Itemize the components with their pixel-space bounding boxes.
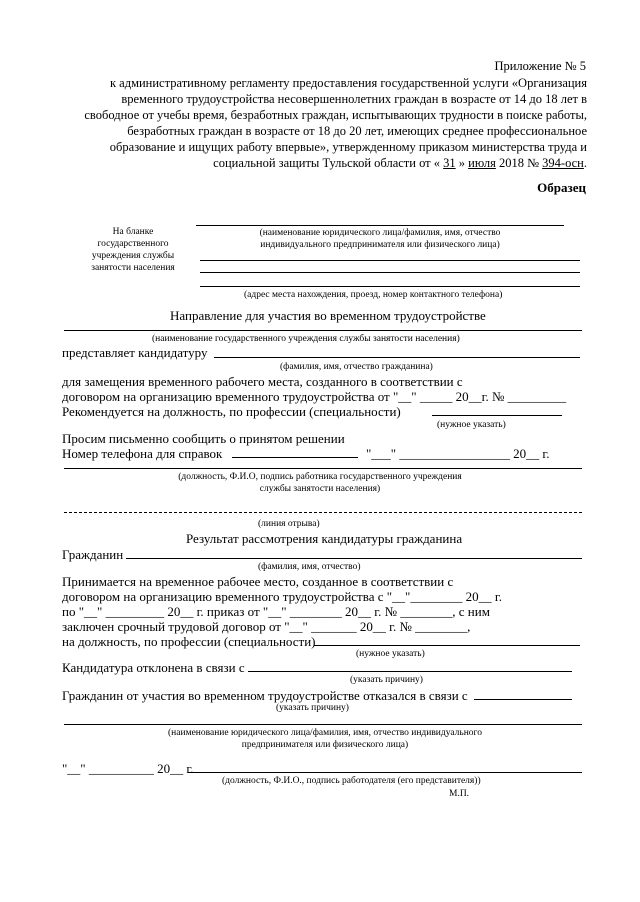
cut-label: (линия отрыва) <box>258 519 320 529</box>
rejected-hint: (указать причину) <box>350 675 423 685</box>
direction-title: Направление для участия во временном трудоустройстве <box>170 308 486 323</box>
header-line: свободное от учебы время, безработных граждан, испытывающих трудности в поиске работы, <box>84 108 587 122</box>
header-line: образование и ищущих работу впервые», утвержденному приказом министерства труда и <box>109 140 587 154</box>
signature-hint: (должность, Ф.И.О, подпись работника государственного учреждения службы занятости населения) <box>178 472 462 494</box>
seal-label: М.П. <box>449 789 470 799</box>
employer-org-line <box>64 724 582 725</box>
citizen-line <box>126 558 582 559</box>
result-position-label: на должность, по профессии (специальности) <box>62 634 316 649</box>
cut-line <box>64 512 582 513</box>
phone-date: "___" _________________ 20__ г. <box>366 446 550 461</box>
needed-hint: (нужное указать) <box>437 420 506 430</box>
appendix-title: Приложение № 5 <box>494 59 586 73</box>
header-line-last: социальной защиты Тульской области от « 31 » июля 2018 № 394-осн. <box>213 156 587 170</box>
refused-line <box>474 699 572 700</box>
org-name-line <box>196 225 564 226</box>
result-text: заключен срочный трудовой договор от "__" _______ 20__ г. № ________, <box>62 619 471 634</box>
candidate-line <box>214 357 580 358</box>
order-number: 394-осн <box>542 156 584 170</box>
signature-line <box>64 468 582 469</box>
result-title: Результат рассмотрения кандидатуры гражданина <box>186 531 463 546</box>
result-text: договором на организацию временного трудоустройства с "__"________ 20__ г. <box>62 589 502 604</box>
rejected-line <box>248 671 572 672</box>
please-text: Просим письменно сообщить о принятом решении <box>62 431 345 446</box>
direction-text: для замещения временного рабочего места, созданного в соответствии с <box>62 374 463 389</box>
order-day: 31 <box>443 156 456 170</box>
blank-line <box>200 260 580 261</box>
result-date: "__" __________ 20__ г. <box>62 761 194 776</box>
result-position-line <box>314 645 580 646</box>
order-month: июля <box>468 156 496 170</box>
citizen-label: Гражданин <box>62 547 124 562</box>
blank-left-text: На бланке государственного учреждения службы занятости населения <box>91 227 175 273</box>
represents-label: представляет кандидатуру <box>62 345 208 360</box>
header-line: безработных граждан в возрасте от 18 до 20 лет, имеющих среднее профессиональное <box>127 124 587 138</box>
address-hint: (адрес места нахождения, проезд, номер контактного телефона) <box>244 290 503 300</box>
position-line <box>432 415 562 416</box>
recommended-label: Рекомендуется на должность, по профессии (специальности) <box>62 404 401 419</box>
phone-label: Номер телефона для справок <box>62 446 223 461</box>
direction-text: договором на организацию временного трудоустройства от "__" _____ 20__г. № _________ <box>62 389 567 404</box>
citizen-hint: (фамилия, имя, отчество) <box>258 562 361 572</box>
org-name-hint: (наименование юридического лица/фамилия, имя, отчество индивидуального предпринимателя или физического лица) <box>259 228 501 250</box>
result-needed-hint: (нужное указать) <box>356 649 425 659</box>
refused-hint: (указать причину) <box>276 703 349 713</box>
result-text: по "__" _________ 20__ г. приказ от "__" ________ 20__ г. № ________, с ним <box>62 604 490 619</box>
blank-line <box>200 272 580 273</box>
sample-label: Образец <box>537 180 586 195</box>
phone-line <box>232 457 358 458</box>
header-line: к административному регламенту предоставления государственной услуги «Организация <box>109 76 587 90</box>
employer-signature-line <box>188 772 582 773</box>
institution-line <box>64 330 582 331</box>
header-line: временного трудоустройства несовершеннолетних граждан в возрасте от 14 до 18 лет в <box>121 92 587 106</box>
result-text: Принимается на временное рабочее место, созданное в соответствии с <box>62 574 454 589</box>
appendix-header <box>60 75 587 171</box>
institution-hint: (наименование государственного учреждения службы занятости населения) <box>152 334 460 344</box>
employer-org-hint: (наименование юридического лица/фамилия, имя, отчество индивидуального предпринимателя или физического лица) <box>168 728 482 750</box>
employer-signature-hint: (должность, Ф.И.О., подпись работодателя (его представителя)) <box>222 776 481 786</box>
candidate-hint: (фамилия, имя, отчество гражданина) <box>280 362 433 372</box>
blank-line <box>200 286 580 287</box>
refused-label: Гражданин от участия во временном трудоустройстве отказался в связи с <box>62 688 468 703</box>
rejected-label: Кандидатура отклонена в связи с <box>62 660 245 675</box>
